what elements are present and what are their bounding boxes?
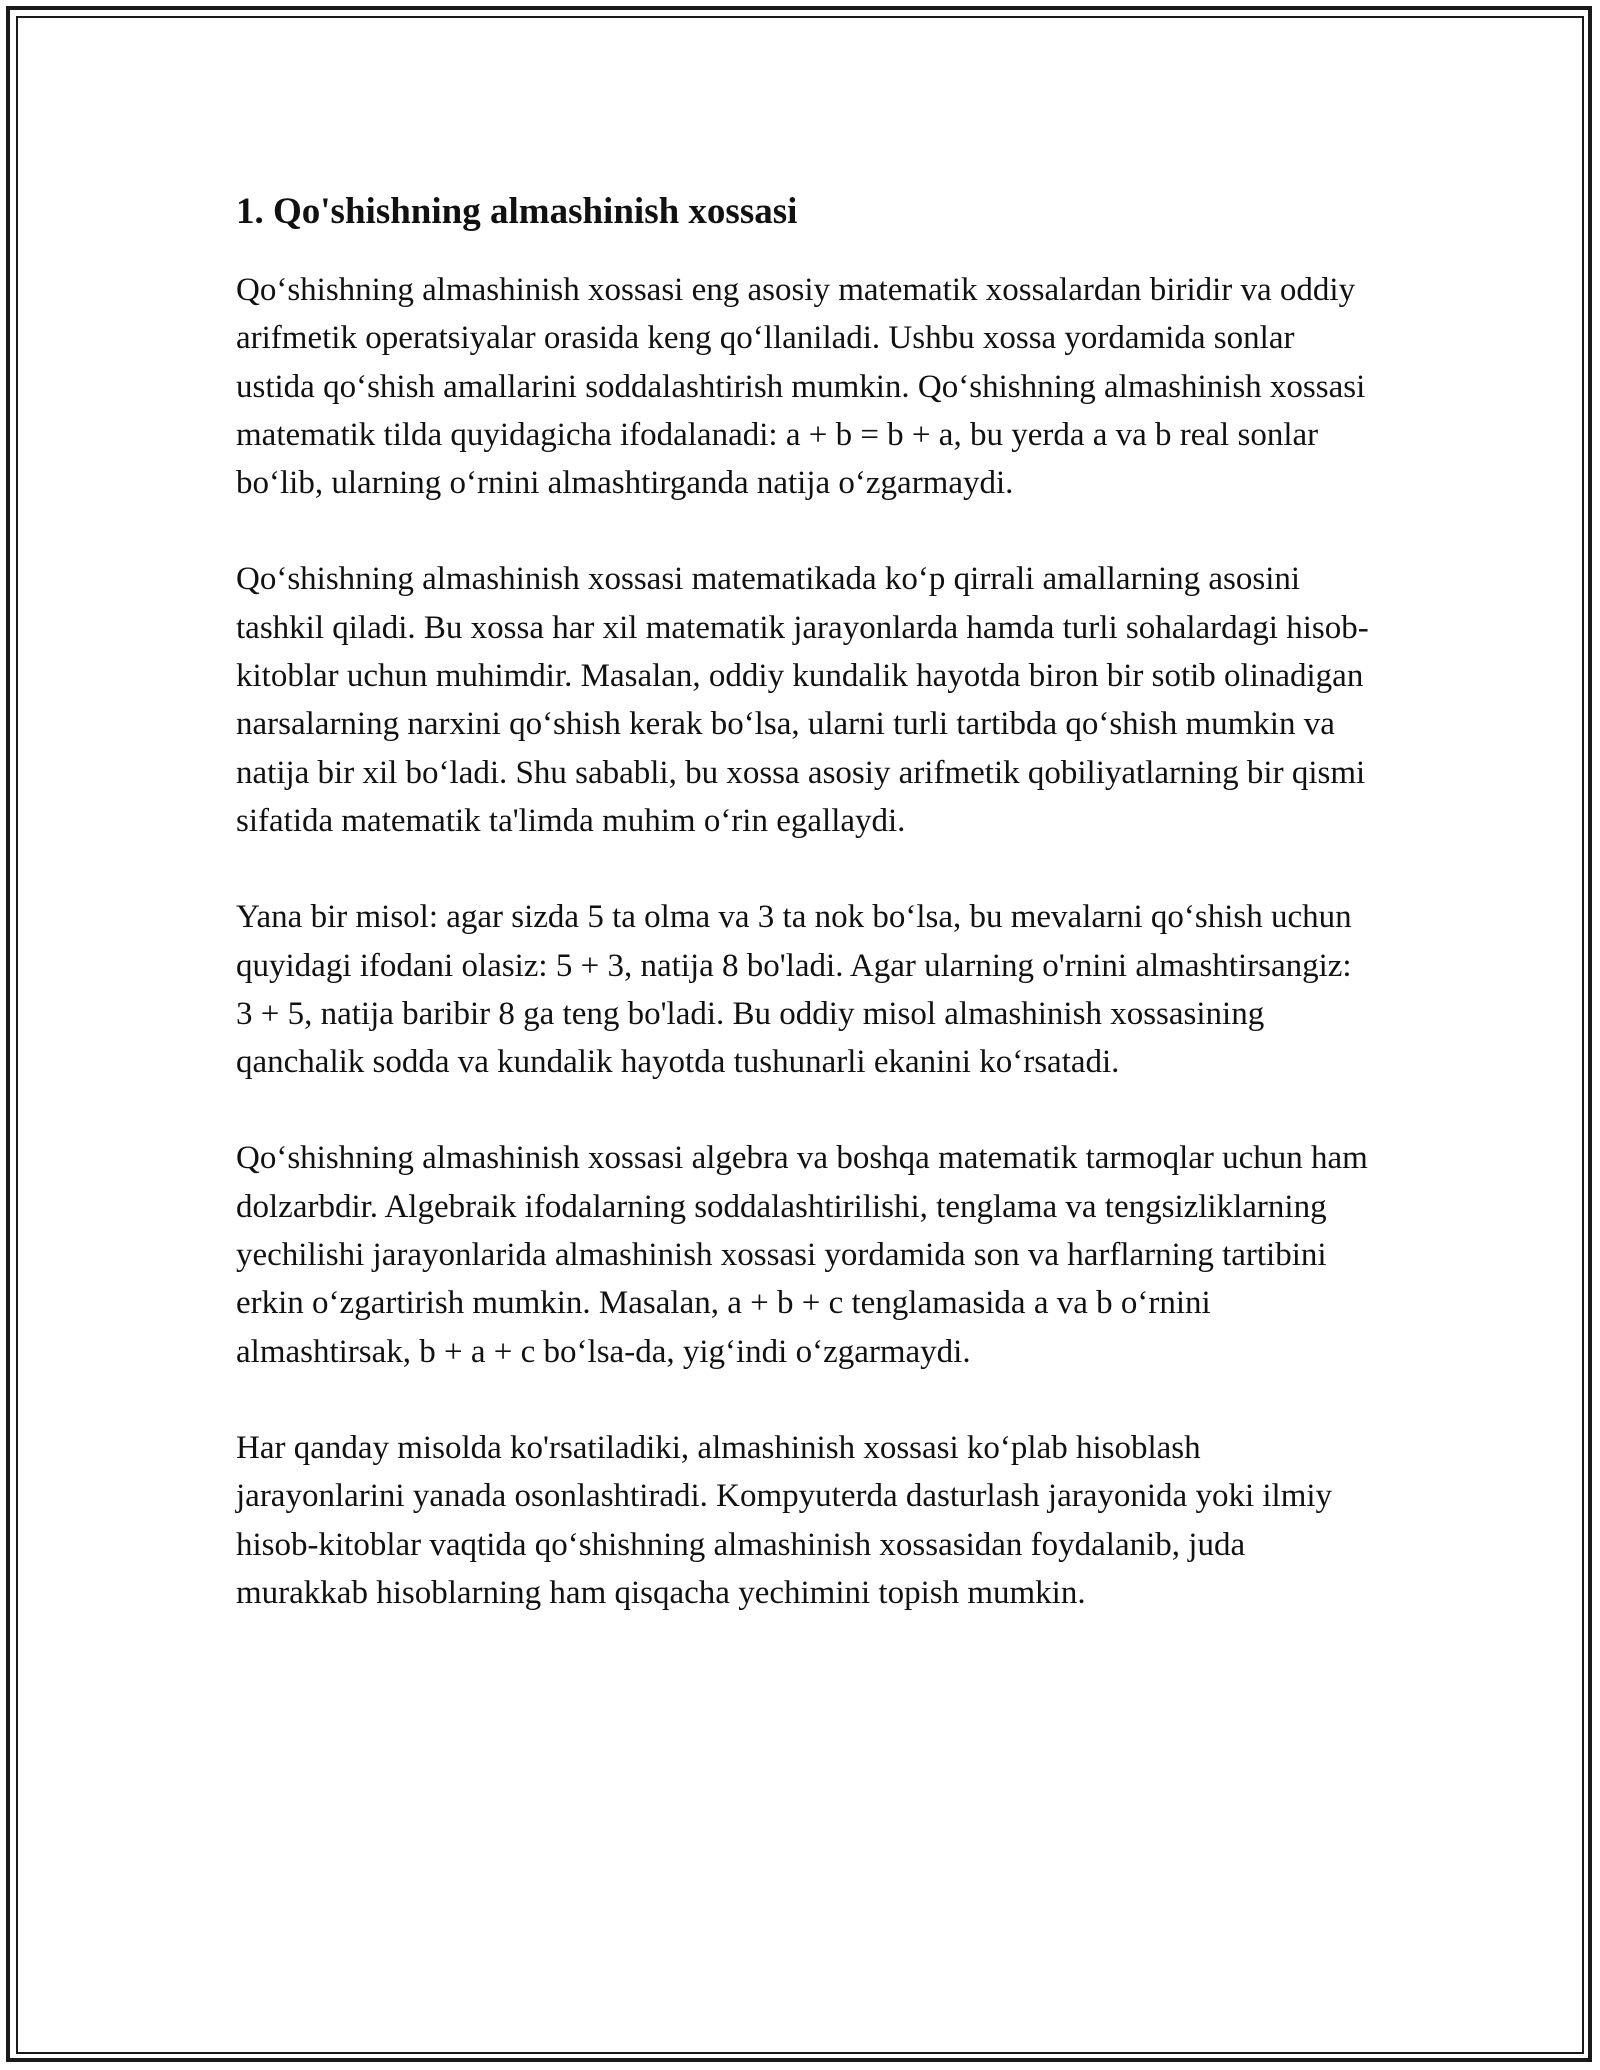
paragraph-2: Qo‘shishning almashinish xossasi matematikada ko‘p qirrali amallarning asosini tashkil qiladi. Bu xossa har xil matematik jarayonlarda hamda turli sohalardagi hisob-kitoblar uchun muhimdir. Masalan, oddiy kundalik hayotda biron bir sotib olinadigan narsalarning narxini qo‘shish kerak bo‘lsa, ularni turli tartibda qo‘shish mumkin va natija bir xil bo‘ladi. Shu sababli, bu xossa asosiy arifmetik qobiliyatlarning bir qismi sifatida matematik ta'limda muhim o‘rin egallaydi. [236,561,1369,839]
paragraph-4: Qo‘shishning almashinish xossasi algebra va boshqa matematik tarmoqlar uchun ham dolzarbdir. Algebraik ifodalarning soddalashtirilishi, tenglama va tengsizliklarning yechilishi jarayonlarida almashinish xossasi yordamida son va harflarning tartibini erkin o‘zgartirish mumkin. Masalan, a + b + c tenglamasida a va b o‘rnini almashtirsak, b + a + c bo‘lsa-da, yig‘indi o‘zgarmaydi. [236,1140,1368,1370]
document-body [236,188,1376,1617]
section-heading: 1. Qo'shishning almashinish xossasi [236,191,798,232]
paragraph-5: Har qanday misolda ko'rsatiladiki, almashinish xossasi ko‘plab hisoblash jarayonlarini yanada osonlashtiradi. Kompyuterda dasturlash jarayonida yoki ilmiy hisob-kitoblar vaqtida qo‘shishning almashinish xossasidan foydalanib, juda murakkab hisoblarning ham qisqacha yechimini topish mumkin. [236,1429,1333,1611]
paragraph-1: Qo‘shishning almashinish xossasi eng asosiy matematik xossalardan biridir va oddiy arifmetik operatsiyalar orasida keng qo‘llaniladi. Ushbu xossa yordamida sonlar ustida qo‘shish amallarini soddalashtirish mumkin. Qo‘shishning almashinish xossasi matematik tilda quyidagicha ifodalanadi: a + b = b + a, bu yerda a va b real sonlar bo‘lib, ularning o‘rnini almashtirganda natija o‘zgarmaydi. [236,272,1366,502]
paragraph-3: Yana bir misol: agar sizda 5 ta olma va 3 ta nok bo‘lsa, bu mevalarni qo‘shish uchun quyidagi ifodani olasiz: 5 + 3, natija 8 bo'ladi. Agar ularning o'rnini almashtirsangiz: 3 + 5, natija baribir 8 ga teng bo'ladi. Bu oddiy misol almashinish xossasining qanchalik sodda va kundalik hayotda tushunarli ekanini ko‘rsatadi. [236,899,1352,1081]
